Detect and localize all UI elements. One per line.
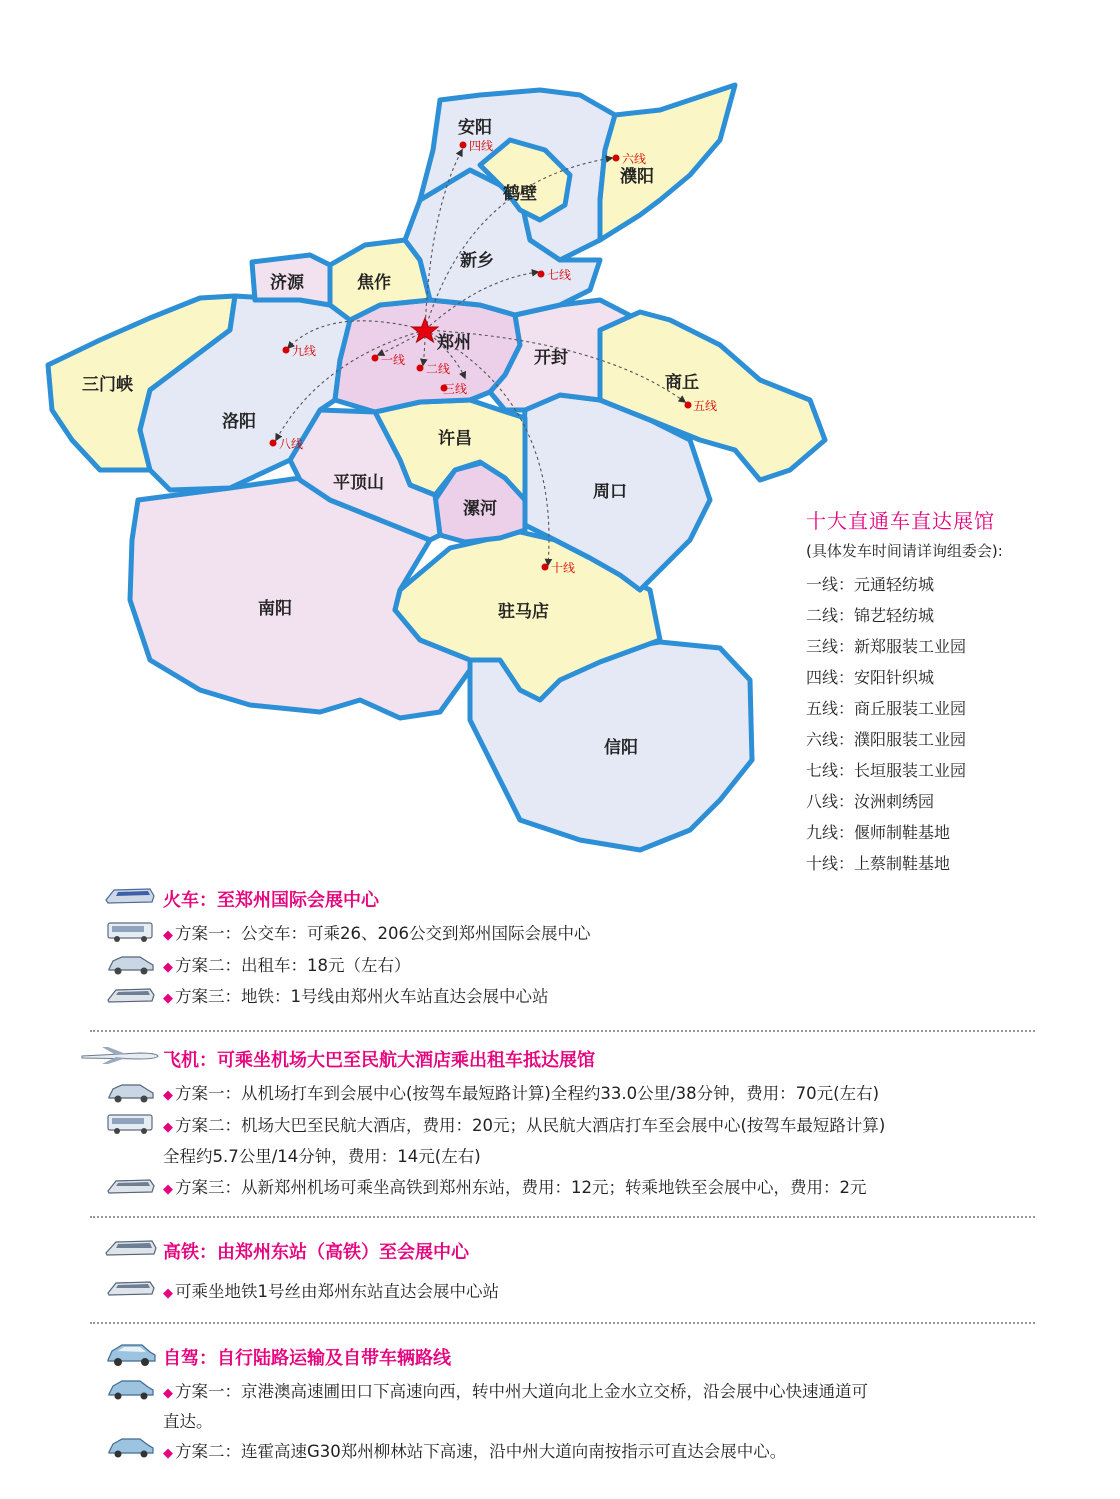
train-option-1: ◆ 方案一：公交车：可乘26、206公交到郑州国际会展中心 (163, 924, 591, 943)
legend-item: 七线：长垣服装工业园 (806, 761, 967, 780)
bullet-diamond-icon: ◆ (163, 991, 173, 1006)
bullet-diamond-icon: ◆ (163, 928, 173, 943)
city-label-xinyang: 信阳 (604, 738, 638, 758)
route-label-5: 五线 (693, 399, 718, 413)
city-label-xinxiang: 新乡 (460, 251, 494, 271)
route-label-8: 八线 (279, 437, 304, 451)
plane-heading: 飞机：可乘坐机场大巴至民航大酒店乘出租车抵达展馆 (163, 1050, 595, 1071)
car-icon (106, 1434, 156, 1460)
city-label-nanyang: 南阳 (258, 599, 292, 619)
train-icon (104, 884, 156, 906)
drive-option-1: ◆ 方案一：京港澳高速圃田口下高速向西，转中州大道向北上金水立交桥，沿会展中心快速通道可 (163, 1382, 868, 1401)
high-speed-train-icon (104, 1236, 158, 1260)
section-divider (90, 1216, 1035, 1218)
legend-item: 四线：安阳针织城 (806, 668, 935, 687)
bullet-diamond-icon: ◆ (163, 1088, 173, 1103)
legend-item: 十线：上蔡制鞋基地 (806, 854, 951, 873)
subway-icon (106, 1276, 156, 1300)
drive-option-1-continued: 直达。 (163, 1412, 213, 1431)
city-label-puyang: 濮阳 (620, 167, 654, 187)
direct-bus-legend (806, 505, 1106, 879)
city-label-anyang: 安阳 (458, 118, 492, 138)
city-label-jiaozuo: 焦作 (357, 273, 391, 293)
route-label-10: 十线 (551, 561, 576, 575)
subway-icon (106, 983, 156, 1007)
city-label-sanmenxia: 三门峡 (82, 375, 133, 395)
legend-item: 六线：濮阳服装工业园 (806, 730, 967, 749)
plane-section (0, 1040, 1120, 1210)
route-label-9: 九线 (292, 344, 317, 358)
city-label-zhoukou: 周口 (593, 482, 627, 502)
high-speed-section (0, 1232, 1120, 1312)
bus-icon (106, 1112, 156, 1136)
airplane-icon (80, 1044, 160, 1066)
bullet-diamond-icon: ◆ (163, 1446, 173, 1461)
high-speed-heading: 高铁：由郑州东站（高铁）至会展中心 (163, 1242, 469, 1263)
legend-item: 一线：元通轻纺城 (806, 575, 935, 594)
legend-item: 八线：汝洲刺绣园 (806, 792, 935, 811)
route-label-4: 四线 (469, 139, 494, 153)
route-label-7: 七线 (547, 268, 572, 282)
city-label-kaifeng: 开封 (534, 348, 568, 368)
plane-option-2-continued: 全程约5.7公里/14分钟，费用：14元(左右) (163, 1147, 481, 1166)
car-icon (106, 1376, 156, 1402)
city-label-zhengzhou: 郑州 (437, 333, 471, 353)
high-speed-option-1: ◆ 可乘坐地铁1号丝由郑州东站直达会展中心站 (163, 1282, 499, 1301)
train-section (0, 880, 1120, 1020)
route-label-6: 六线 (622, 152, 647, 166)
legend-item: 二线：锦艺轻纺城 (806, 606, 935, 625)
legend-item: 五线：商丘服装工业园 (806, 699, 967, 718)
bullet-diamond-icon: ◆ (163, 1182, 173, 1197)
bus-icon (106, 920, 156, 944)
legend-note: (具体发车时间请详询组委会): (806, 542, 1003, 560)
taxi-icon (106, 1080, 156, 1104)
drive-heading: 自驾：自行陆路运输及自带车辆路线 (163, 1348, 451, 1369)
route-label-3: 三线 (443, 382, 468, 396)
city-label-xuchang: 许昌 (438, 429, 472, 449)
train-option-3: ◆ 方案三：地铁：1号线由郑州火车站直达会展中心站 (163, 987, 549, 1006)
city-label-jiyuan: 济源 (270, 273, 304, 293)
city-label-shangqiu: 商丘 (665, 373, 699, 393)
section-divider (90, 1030, 1035, 1032)
route-label-1: 一线 (381, 353, 406, 367)
region-puyang (600, 85, 735, 240)
drive-section (0, 1338, 1120, 1478)
plane-option-1: ◆ 方案一：从机场打车到会展中心(按驾车最短路计算)全程约33.0公里/38分钟，费用：70元(左右) (163, 1084, 880, 1103)
taxi-icon (106, 952, 156, 976)
bullet-diamond-icon: ◆ (163, 1386, 173, 1401)
city-label-pingdingshan: 平顶山 (333, 473, 384, 493)
legend-title: 十大直通车直达展馆 (806, 509, 995, 533)
route-label-2: 二线 (426, 362, 451, 376)
car-icon (104, 1340, 158, 1368)
train-option-2: ◆ 方案二：出租车：18元（左右） (163, 956, 411, 975)
city-label-hebi: 鹤壁 (503, 184, 537, 204)
bullet-diamond-icon: ◆ (163, 1120, 173, 1135)
legend-item: 九线：偃师制鞋基地 (806, 823, 951, 842)
drive-option-2: ◆ 方案二：连霍高速G30郑州柳林站下高速，沿中州大道向南按指示可直达会展中心。 (163, 1442, 787, 1461)
bullet-diamond-icon: ◆ (163, 960, 173, 975)
plane-option-3: ◆ 方案三：从新郑州机场可乘坐高铁到郑州东站，费用：12元；转乘地铁至会展中心，费用：2元 (163, 1178, 867, 1197)
city-label-luohe: 漯河 (463, 499, 497, 519)
plane-option-2: ◆ 方案二：机场大巴至民航大酒店，费用：20元；从民航大酒店打车至会展中心(按驾车最短路计算) (163, 1116, 886, 1135)
train-heading: 火车：至郑州国际会展中心 (163, 890, 379, 911)
city-label-zhumadian: 驻马店 (498, 602, 549, 622)
high-speed-train-icon (106, 1174, 156, 1198)
bullet-diamond-icon: ◆ (163, 1286, 173, 1301)
city-label-luoyang: 洛阳 (222, 412, 256, 432)
section-divider (90, 1322, 1035, 1324)
legend-item: 三线：新郑服装工业园 (806, 637, 967, 656)
